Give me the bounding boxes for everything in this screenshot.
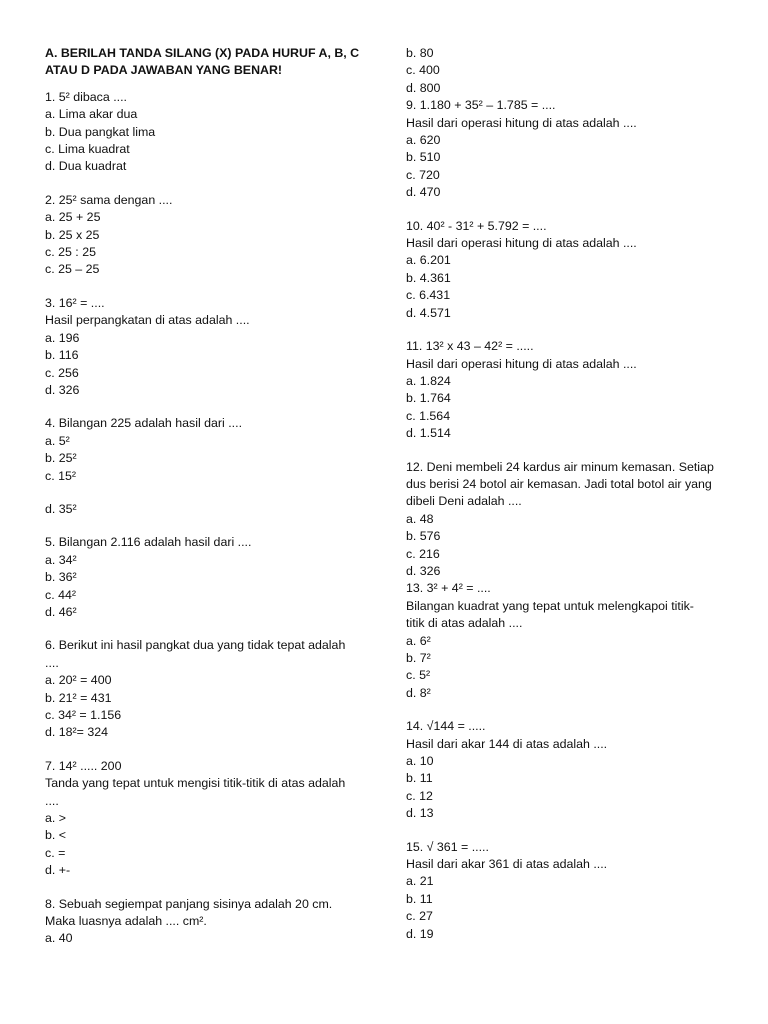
answer-option[interactable]: b. Dua pangkat lima: [45, 124, 156, 139]
question-text-line: Hasil dari operasi hitung di atas adalah ....: [406, 236, 637, 251]
left-column: [45, 45, 375, 964]
answer-option[interactable]: d. 326: [406, 563, 441, 578]
question-text-line: Bilangan kuadrat yang tepat untuk melengkapoi titik-: [406, 598, 694, 613]
answer-option[interactable]: d. 35²: [45, 501, 77, 516]
question-text: 15. √ 361 = .....: [406, 839, 489, 854]
answer-option[interactable]: c. 34² = 1.156: [45, 708, 122, 722]
question-block: [45, 295, 375, 399]
question-block: [45, 758, 375, 880]
question-text: 2. 25² sama dengan ....: [45, 192, 173, 207]
answer-option[interactable]: d. 326: [45, 382, 80, 397]
answer-option[interactable]: c. 25 : 25: [45, 245, 96, 260]
answer-option[interactable]: a. 6.201: [406, 253, 451, 268]
right-column: [406, 45, 736, 959]
question-text: 1. 5² dibaca ....: [45, 89, 127, 104]
answer-option[interactable]: c. 256: [45, 365, 79, 380]
answer-option[interactable]: b. 11: [406, 891, 433, 906]
heading-line: A. BERILAH TANDA SILANG (X) PADA HURUF A, B, C: [45, 46, 360, 60]
answer-option[interactable]: d. 19: [406, 926, 434, 941]
answer-option[interactable]: a. 6²: [406, 633, 431, 648]
answer-option[interactable]: d. 8²: [406, 685, 431, 700]
question-text: 6. Berikut ini hasil pangkat dua yang tidak tepat adalah: [45, 638, 346, 653]
question-text: 8. Sebuah segiempat panjang sisinya adalah 20 cm.: [45, 896, 333, 911]
question-text-line: Hasil perpangkatan di atas adalah ....: [45, 313, 250, 328]
question-text-line: Hasil dari operasi hitung di atas adalah ....: [406, 356, 637, 371]
answer-option[interactable]: b. 80: [406, 46, 434, 60]
question-block: [406, 718, 736, 822]
answer-option[interactable]: c. Lima kuadrat: [45, 142, 130, 157]
answer-option[interactable]: c. 216: [406, 546, 440, 561]
heading-line: ATAU D PADA JAWABAN YANG BENAR!: [45, 63, 283, 78]
question-block: [406, 459, 736, 581]
answer-option[interactable]: b. 21² = 431: [45, 690, 112, 705]
answer-option[interactable]: c. 27: [406, 909, 433, 924]
question-block: [406, 97, 736, 201]
question-text-line: Hasil dari operasi hitung di atas adalah ....: [406, 115, 637, 130]
question-block: [406, 218, 736, 322]
question-text: 13. 3² + 4² = ....: [406, 581, 491, 596]
answer-option[interactable]: a. 40: [45, 931, 73, 946]
answer-option[interactable]: a. 196: [45, 330, 80, 345]
answer-option[interactable]: a. 25 + 25: [45, 210, 101, 225]
answer-option[interactable]: d. 4.571: [406, 305, 451, 320]
answer-option[interactable]: b. <: [45, 828, 67, 843]
question-text: 5. Bilangan 2.116 adalah hasil dari ....: [45, 535, 252, 550]
question-text: 9. 1.180 + 35² – 1.785 = ....: [406, 98, 556, 113]
answer-option[interactable]: c. 6.431: [406, 288, 451, 303]
question-text: 3. 16² = ....: [45, 295, 105, 310]
question-block: [45, 534, 375, 621]
answer-option[interactable]: b. 25 x 25: [45, 227, 100, 242]
answer-option[interactable]: a. 34²: [45, 552, 77, 567]
answer-option[interactable]: b. 25²: [45, 451, 77, 466]
question-block: [406, 580, 736, 702]
question-text-line: ....: [45, 793, 59, 808]
answer-option[interactable]: c. =: [45, 845, 66, 860]
question-block: [45, 896, 375, 948]
answer-option[interactable]: a. 10: [406, 754, 434, 769]
answer-option[interactable]: c. 400: [406, 63, 440, 78]
answer-option[interactable]: a. 21: [406, 874, 434, 889]
answer-option[interactable]: d. 470: [406, 185, 441, 200]
answer-option[interactable]: b. 1.764: [406, 391, 451, 406]
answer-option[interactable]: b. 36²: [45, 570, 77, 585]
answer-option[interactable]: b. 116: [45, 348, 79, 363]
question-block: [45, 192, 375, 279]
question-block: [406, 338, 736, 442]
question-text: 11. 13² x 43 – 42² = .....: [406, 339, 534, 354]
answer-option[interactable]: d. Dua kuadrat: [45, 159, 127, 174]
answer-option[interactable]: c. 5²: [406, 668, 431, 683]
question-text-line: titik di atas adalah ....: [406, 616, 523, 631]
answer-option[interactable]: d. 800: [406, 80, 441, 95]
answer-option[interactable]: c. 25 – 25: [45, 262, 100, 277]
question-block: [45, 89, 375, 176]
question-text-line: Hasil dari akar 144 di atas adalah ....: [406, 736, 608, 751]
question-text: 7. 14² ..... 200: [45, 758, 122, 773]
answer-option[interactable]: a. 5²: [45, 433, 70, 448]
answer-option[interactable]: b. 510: [406, 150, 441, 165]
question-text: 14. √144 = .....: [406, 719, 486, 734]
question-block: [45, 637, 375, 741]
question-text-line: Tanda yang tepat untuk mengisi titik-titik di atas adalah: [45, 776, 346, 791]
answer-option[interactable]: d. +-: [45, 863, 71, 878]
answer-option[interactable]: c. 720: [406, 167, 440, 182]
answer-option[interactable]: b. 11: [406, 771, 433, 786]
answer-option[interactable]: b. 4.361: [406, 270, 451, 285]
answer-option[interactable]: a. 1.824: [406, 373, 451, 388]
question-block: [406, 45, 736, 97]
answer-option[interactable]: c. 12: [406, 788, 433, 803]
answer-option[interactable]: a. 48: [406, 511, 434, 526]
answer-option[interactable]: c. 44²: [45, 587, 76, 602]
question-text-line: Maka luasnya adalah .... cm².: [45, 914, 207, 929]
answer-option[interactable]: a. 620: [406, 133, 441, 148]
question-text-line: dus berisi 24 botol air kemasan. Jadi total botol air yang: [406, 476, 712, 491]
answer-option[interactable]: a. >: [45, 811, 67, 826]
spacer: [45, 485, 375, 501]
question-text: 12. Deni membeli 24 kardus air minum kemasan. Setiap: [406, 459, 714, 474]
question-block: [45, 415, 375, 518]
question-text: 10. 40² - 31² + 5.792 = ....: [406, 218, 547, 233]
answer-option[interactable]: d. 13: [406, 806, 434, 821]
question-block: [406, 839, 736, 943]
answer-option[interactable]: a. Lima akar dua: [45, 107, 138, 122]
answer-option[interactable]: b. 576: [406, 529, 441, 544]
answer-option[interactable]: b. 7²: [406, 651, 431, 665]
question-text-line: ....: [45, 655, 59, 670]
instruction-heading: [45, 45, 375, 80]
question-text-line: Hasil dari akar 361 di atas adalah ....: [406, 857, 608, 872]
answer-option[interactable]: d. 18²= 324: [45, 725, 109, 740]
answer-option[interactable]: c. 1.564: [406, 408, 451, 423]
question-text: 4. Bilangan 225 adalah hasil dari ....: [45, 416, 243, 431]
question-text-line: dibeli Deni adalah ....: [406, 494, 522, 509]
answer-option[interactable]: d. 1.514: [406, 426, 451, 441]
answer-option[interactable]: d. 46²: [45, 604, 77, 619]
answer-option[interactable]: c. 15²: [45, 468, 76, 483]
answer-option[interactable]: a. 20² = 400: [45, 673, 112, 688]
